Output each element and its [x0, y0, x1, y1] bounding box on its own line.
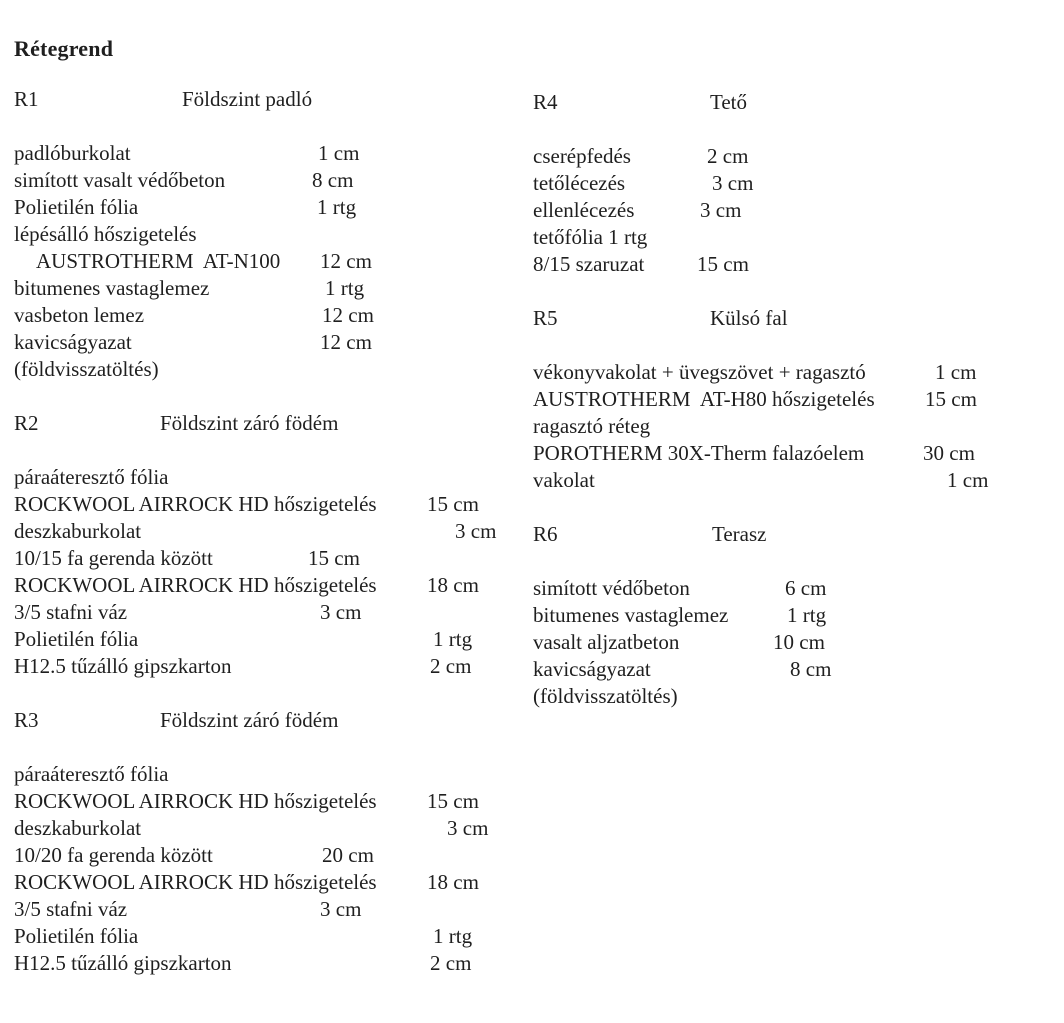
- layer-value: 12 cm: [320, 249, 372, 273]
- layer-row: [14, 248, 544, 275]
- layer-label: ragasztó réteg: [533, 414, 651, 438]
- layer-row: [533, 197, 1063, 224]
- layer-label: vakolat: [533, 468, 595, 492]
- section-id: R6: [533, 522, 558, 546]
- layer-row: [14, 140, 544, 167]
- layer-value: 15 cm: [427, 789, 479, 813]
- section-name: Földszint záró födém: [160, 411, 339, 435]
- layer-row: [14, 842, 544, 869]
- layer-label: ROCKWOOL AIRROCK HD hőszigetelés: [14, 573, 377, 597]
- section-header: [533, 89, 1063, 116]
- section-header: [14, 86, 544, 113]
- layer-row: [14, 761, 544, 788]
- layer-row: [14, 221, 544, 248]
- layer-row: [533, 629, 1063, 656]
- layer-row: [14, 275, 544, 302]
- layer-label: (földvisszatöltés): [533, 684, 678, 708]
- layers-column-left: [14, 86, 544, 977]
- layer-label: ROCKWOOL AIRROCK HD hőszigetelés: [14, 870, 377, 894]
- layer-value: 3 cm: [712, 171, 754, 195]
- section-id: R5: [533, 306, 558, 330]
- layer-label: AUSTROTHERM AT-H80 hőszigetelés: [533, 387, 875, 411]
- section-name: Földszint padló: [182, 87, 313, 111]
- layer-label: ROCKWOOL AIRROCK HD hőszigetelés: [14, 492, 377, 516]
- layer-label: tetőfólia 1 rtg: [533, 225, 648, 249]
- line-spacer: [533, 278, 1063, 305]
- line-spacer: [14, 437, 544, 464]
- layer-value: 12 cm: [322, 303, 374, 327]
- layer-label: POROTHERM 30X-Therm falazóelem: [533, 441, 865, 465]
- layer-row: [14, 869, 544, 896]
- line-spacer: [14, 680, 544, 707]
- layer-label: vasbeton lemez: [14, 303, 145, 327]
- section-name: Terasz: [712, 522, 767, 546]
- layer-row: [533, 143, 1063, 170]
- layer-row: [14, 329, 544, 356]
- layer-row: [533, 170, 1063, 197]
- layer-row: [14, 572, 544, 599]
- layer-label: deszkaburkolat: [14, 816, 142, 840]
- layer-row: [533, 386, 1063, 413]
- layer-row: [533, 683, 1063, 710]
- layer-value: 1 cm: [947, 468, 989, 492]
- layer-value: 30 cm: [923, 441, 975, 465]
- layer-row: [533, 359, 1063, 386]
- layer-row: [14, 194, 544, 221]
- page-title: Rétegrend: [14, 36, 114, 61]
- layer-label: simított védőbeton: [533, 576, 690, 600]
- layer-row: [14, 788, 544, 815]
- layer-value: 1 cm: [318, 141, 360, 165]
- layer-row: [14, 950, 544, 977]
- layer-label: (földvisszatöltés): [14, 357, 159, 381]
- layer-row: [14, 815, 544, 842]
- layer-value: 18 cm: [427, 573, 479, 597]
- layer-label: lépésálló hőszigetelés: [14, 222, 197, 246]
- layer-row: [533, 467, 1063, 494]
- layer-row: [14, 491, 544, 518]
- layer-label: 10/15 fa gerenda között: [14, 546, 213, 570]
- layer-row: [14, 626, 544, 653]
- layer-value: 1 rtg: [325, 276, 365, 300]
- section-id: R3: [14, 708, 39, 732]
- layer-label: vékonyvakolat + üvegszövet + ragasztó: [533, 360, 866, 384]
- layer-row: [14, 302, 544, 329]
- layer-value: 6 cm: [785, 576, 827, 600]
- layer-value: 15 cm: [308, 546, 360, 570]
- layer-row: [14, 167, 544, 194]
- layer-row: [533, 413, 1063, 440]
- section-name: Külsó fal: [710, 306, 788, 330]
- layer-row: [533, 224, 1063, 251]
- layer-label: simított vasalt védőbeton: [14, 168, 226, 192]
- layer-row: [14, 545, 544, 572]
- layer-value: 3 cm: [320, 600, 362, 624]
- layer-value: 3 cm: [320, 897, 362, 921]
- layer-value: 1 rtg: [433, 627, 473, 651]
- layer-label: AUSTROTHERM AT-N100: [36, 249, 281, 273]
- layer-label: ellenlécezés: [533, 198, 635, 222]
- layer-row: [533, 251, 1063, 278]
- layer-value: 2 cm: [707, 144, 749, 168]
- layer-row: [14, 923, 544, 950]
- layer-value: 1 rtg: [317, 195, 357, 219]
- layer-label: Polietilén fólia: [14, 195, 139, 219]
- layer-label: 3/5 stafni váz: [14, 897, 128, 921]
- layer-label: H12.5 tűzálló gipszkarton: [14, 951, 232, 975]
- line-spacer: [14, 383, 544, 410]
- layer-label: bitumenes vastaglemez: [533, 603, 729, 627]
- layer-value: 12 cm: [320, 330, 372, 354]
- layer-value: 20 cm: [322, 843, 374, 867]
- section-header: [14, 707, 544, 734]
- layer-row: [14, 518, 544, 545]
- layer-row: [533, 440, 1063, 467]
- layer-label: kavicságyazat: [533, 657, 651, 681]
- layer-value: 8 cm: [790, 657, 832, 681]
- section-header: [533, 305, 1063, 332]
- layer-label: 10/20 fa gerenda között: [14, 843, 213, 867]
- layer-row: [533, 602, 1063, 629]
- layer-label: 3/5 stafni váz: [14, 600, 128, 624]
- layer-row: [533, 656, 1063, 683]
- layer-value: 1 rtg: [433, 924, 473, 948]
- line-spacer: [14, 113, 544, 140]
- section-id: R2: [14, 411, 39, 435]
- layer-value: 18 cm: [427, 870, 479, 894]
- layer-label: páraáteresztő fólia: [14, 465, 169, 489]
- layer-value: 1 rtg: [787, 603, 827, 627]
- layer-value: 3 cm: [700, 198, 742, 222]
- layer-row: [14, 599, 544, 626]
- layers-column-right: [533, 89, 1063, 710]
- layer-label: Polietilén fólia: [14, 924, 139, 948]
- layer-row: [14, 464, 544, 491]
- line-spacer: [533, 494, 1063, 521]
- layer-label: tetőlécezés: [533, 171, 626, 195]
- line-spacer: [533, 116, 1063, 143]
- line-spacer: [533, 332, 1063, 359]
- section-id: R1: [14, 87, 39, 111]
- layer-label: páraáteresztő fólia: [14, 762, 169, 786]
- line-spacer: [533, 548, 1063, 575]
- layer-value: 8 cm: [312, 168, 354, 192]
- section-name: Tető: [710, 90, 748, 114]
- layer-value: 2 cm: [430, 951, 472, 975]
- layer-value: 15 cm: [427, 492, 479, 516]
- layer-label: 8/15 szaruzat: [533, 252, 645, 276]
- layer-label: deszkaburkolat: [14, 519, 142, 543]
- layer-value: 3 cm: [455, 519, 497, 543]
- layer-label: padlóburkolat: [14, 141, 131, 165]
- layer-value: 1 cm: [935, 360, 977, 384]
- layer-row: [14, 896, 544, 923]
- layer-value: 2 cm: [430, 654, 472, 678]
- layer-value: 3 cm: [447, 816, 489, 840]
- layer-value: 15 cm: [697, 252, 749, 276]
- layer-label: H12.5 tűzálló gipszkarton: [14, 654, 232, 678]
- layer-row: [533, 575, 1063, 602]
- layer-label: bitumenes vastaglemez: [14, 276, 210, 300]
- layer-label: kavicságyazat: [14, 330, 132, 354]
- section-header: [533, 521, 1063, 548]
- layer-row: [14, 356, 544, 383]
- layer-value: 10 cm: [773, 630, 825, 654]
- section-header: [14, 410, 544, 437]
- section-id: R4: [533, 90, 558, 114]
- layer-row: [14, 653, 544, 680]
- layer-value: 15 cm: [925, 387, 977, 411]
- section-name: Földszint záró födém: [160, 708, 339, 732]
- line-spacer: [14, 734, 544, 761]
- layer-label: vasalt aljzatbeton: [533, 630, 680, 654]
- layer-label: cserépfedés: [533, 144, 631, 168]
- layer-label: ROCKWOOL AIRROCK HD hőszigetelés: [14, 789, 377, 813]
- layer-label: Polietilén fólia: [14, 627, 139, 651]
